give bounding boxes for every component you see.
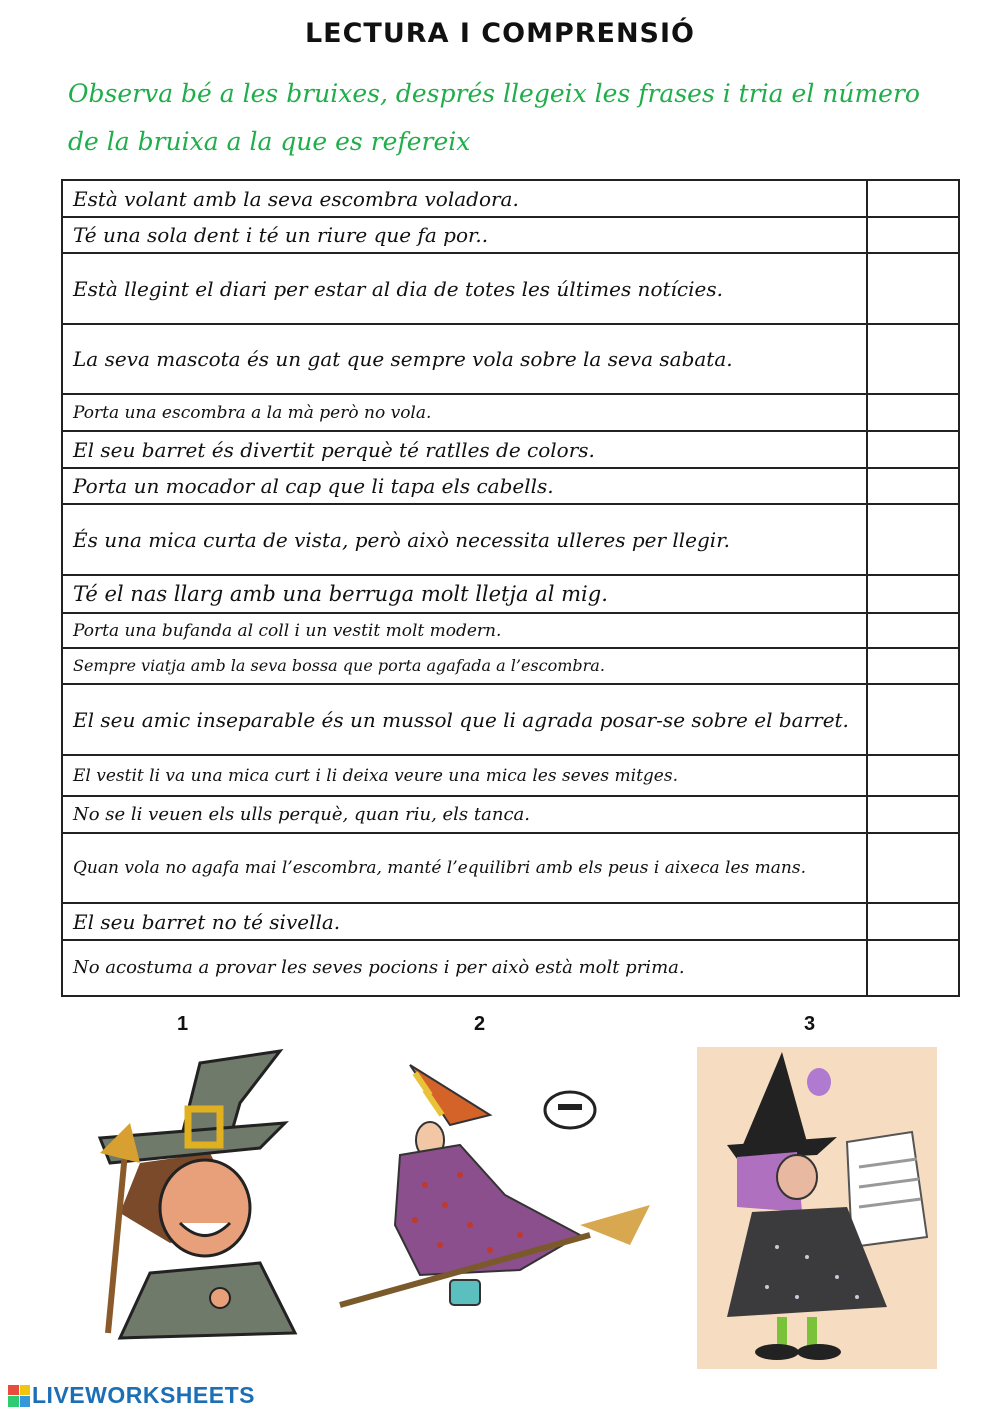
sentence-row: [62, 755, 959, 796]
sentence-row: [62, 504, 959, 575]
sentence-row: [62, 180, 959, 217]
sentence-row: [62, 431, 959, 468]
answer-box[interactable]: [867, 217, 959, 253]
sentence-row: [62, 796, 959, 833]
sentence-text: Quan vola no agafa mai l’escombra, manté l’equilibri amb els peus i aixeca les mans.: [62, 833, 867, 903]
sentence-text: El vestit li va una mica curt i li deixa veure una mica les seves mitges.: [62, 755, 867, 796]
witch-number-1: 1: [177, 1013, 189, 1035]
answer-box[interactable]: [867, 755, 959, 796]
logo-text: LIVEWORKSHEETS: [32, 1382, 255, 1408]
witch-number-3: 3: [804, 1013, 816, 1035]
sentence-row: [62, 394, 959, 431]
liveworksheets-logo: [8, 1382, 255, 1409]
answer-box[interactable]: [867, 394, 959, 431]
sentence-table: [61, 179, 960, 997]
page-title: LECTURA I COMPRENSIÓ: [304, 18, 696, 49]
sentence-text: El seu amic inseparable és un mussol que li agrada posar-se sobre el barret.: [62, 684, 867, 755]
sentence-text: Porta un mocador al cap que li tapa els cabells.: [62, 468, 867, 504]
logo-mark-icon: [8, 1385, 30, 1407]
sentence-row: [62, 324, 959, 394]
answer-box[interactable]: [867, 833, 959, 903]
sentence-text: És una mica curta de vista, però això necessita ulleres per llegir.: [62, 504, 867, 575]
sentence-text: La seva mascota és un gat que sempre vola sobre la seva sabata.: [62, 324, 867, 394]
witch-2-illustration: [330, 1045, 660, 1325]
sentence-row: [62, 903, 959, 940]
sentence-text: El seu barret no té sivella.: [62, 903, 867, 940]
answer-box[interactable]: [867, 684, 959, 755]
sentence-text: No acostuma a provar les seves pocions i per això està molt prima.: [62, 940, 867, 996]
sentence-row: [62, 648, 959, 684]
witch-number-2: 2: [474, 1013, 486, 1035]
answer-box[interactable]: [867, 613, 959, 648]
sentence-text: Porta una bufanda al coll i un vestit molt modern.: [62, 613, 867, 648]
answer-box[interactable]: [867, 253, 959, 324]
witch-3-illustration: [697, 1047, 937, 1369]
sentence-text: Té una sola dent i té un riure que fa por..: [62, 217, 867, 253]
sentence-row: [62, 684, 959, 755]
sentence-text: Està volant amb la seva escombra voladora.: [62, 180, 867, 217]
answer-box[interactable]: [867, 180, 959, 217]
answer-box[interactable]: [867, 940, 959, 996]
sentence-text: Està llegint el diari per estar al dia de totes les últimes notícies.: [62, 253, 867, 324]
answer-box[interactable]: [867, 431, 959, 468]
witch-1-illustration: [80, 1043, 300, 1343]
instructions: Observa bé a les bruixes, després llegeix les frases i tria el número de la bruixa a la que es refereix: [68, 79, 920, 156]
answer-box[interactable]: [867, 796, 959, 833]
answer-box[interactable]: [867, 575, 959, 613]
sentence-text: Té el nas llarg amb una berruga molt lletja al mig.: [62, 575, 867, 613]
answer-box[interactable]: [867, 504, 959, 575]
sentence-row: [62, 468, 959, 504]
answer-box[interactable]: [867, 648, 959, 684]
answer-box[interactable]: [867, 903, 959, 940]
sentence-row: [62, 833, 959, 903]
answer-box[interactable]: [867, 324, 959, 394]
sentence-row: [62, 940, 959, 996]
sentence-text: No se li veuen els ulls perquè, quan riu, els tanca.: [62, 796, 867, 833]
answer-box[interactable]: [867, 468, 959, 504]
sentence-row: [62, 253, 959, 324]
sentence-text: El seu barret és divertit perquè té ratlles de colors.: [62, 431, 867, 468]
sentence-text: Sempre viatja amb la seva bossa que porta agafada a l’escombra.: [62, 648, 867, 684]
sentence-row: [62, 217, 959, 253]
sentence-row: [62, 575, 959, 613]
sentence-row: [62, 613, 959, 648]
sentence-text: Porta una escombra a la mà però no vola.: [62, 394, 867, 431]
